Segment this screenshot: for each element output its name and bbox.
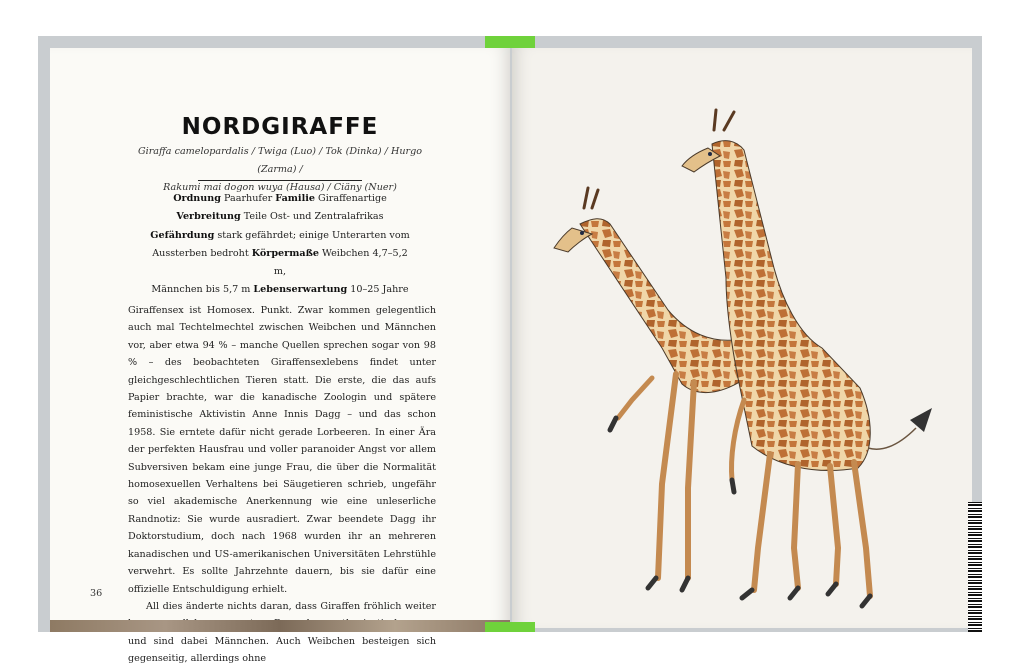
- fact-value-verbreitung: Teile Ost- und Zentralafrikas: [240, 211, 384, 223]
- left-page: [50, 48, 510, 665]
- facts-line-4: [146, 245, 414, 282]
- title-divider: [198, 180, 362, 181]
- fact-label-lebenserwartung: Lebenserwartung: [253, 284, 348, 296]
- facts-line-3: [146, 227, 414, 245]
- facts-line-1: [146, 190, 414, 208]
- page-title: NORDGIRAFFE: [181, 114, 379, 140]
- bookmark-ribbon-bottom: [485, 622, 535, 632]
- bookmark-ribbon-top: [485, 36, 535, 48]
- right-page: [512, 48, 972, 628]
- species-names-line-2: Rakumi mai dogon wuya (Hausa) / Ciäny (Nuer): [163, 182, 397, 193]
- species-facts: [146, 190, 414, 300]
- fact-value-familie: Giraffenartige: [314, 193, 387, 204]
- species-names: [130, 143, 430, 197]
- paragraph-1: Giraffensex ist Homosex. Punkt. Zwar kommen gelegentlich auch mal Techtelmechtel zwischen Weibchen und Männchen vor, aber etwa 94 % – manche Quellen sprechen sogar von 98 % – des beobachteten Giraffensexlebens findet unter gleichgeschlechtlichen Tieren statt. Die erste, die das aufs Papier brachte, war die kanadische Zoologin und spätere feministische Aktivistin Anne Innis Dagg – und das schon 1958. Sie erntete dafür nicht gerade Lorbeeren. In einer Ära der perfekten Hausfrau und voller paranoider Angst vor allem Subversiven bekam eine junge Frau, die über die Normalität homosexuellen Verhaltens bei Säugetieren schrieb, ungefähr so viel akademische Anerkennung wie eine unleserliche Randnotiz: Sie wurde ausradiert. Zwar beendete Dagg ihr Doktorstudium, doch nach 1968 wurden ihr an mehreren kanadischen und US-amerikanischen Universitäten Lehrstühle verwehrt. Es sollte Jahrzehnte dauern, bis sie dafür eine offizielle Entschuldigung erhielt.: [128, 305, 436, 595]
- fact-value-koerpermasse-2: Männchen bis 5,7 m: [151, 284, 254, 296]
- giraffe-back: [554, 188, 746, 590]
- two-giraffes-illustration: [512, 48, 972, 628]
- cover-edge-strip: [50, 620, 510, 632]
- species-names-line-1: Giraffa camelopardalis / Twiga (Luo) / Tok (Dinka) / Hurgo (Zarma) /: [137, 146, 423, 175]
- open-book: [38, 36, 982, 665]
- fact-value-ordnung: Paarhufer: [220, 193, 276, 204]
- fact-value-gefaehrdung-2: Aussterben bedroht: [152, 247, 252, 259]
- fact-value-koerpermasse-1: Weibchen 4,7–5,2 m,: [273, 247, 408, 278]
- facts-line-5: [146, 281, 414, 299]
- fact-label-familie: Familie: [275, 193, 315, 204]
- facts-line-2: [146, 208, 414, 226]
- barcode: [968, 502, 982, 632]
- paragraph-2: All dies änderte nichts daran, dass Giraffen fröhlich weiter und sind dabei Männchen. Auch Weibchen besteigen sich gegenseitig, allerdings ohne: [128, 600, 436, 665]
- fact-value-gefaehrdung-1: stark gefährdet; einige Unterarten vom: [214, 229, 410, 241]
- body-text: [128, 302, 436, 668]
- fact-label-gefaehrdung: Gefährdung: [150, 229, 215, 241]
- page-number: 36: [90, 588, 103, 599]
- fact-label-verbreitung: Verbreitung: [176, 211, 241, 223]
- fact-label-ordnung: Ordnung: [173, 193, 221, 204]
- fact-label-koerpermasse: Körpermaße: [251, 247, 319, 259]
- fact-value-lebenserwartung: 10–25 Jahre: [347, 284, 409, 296]
